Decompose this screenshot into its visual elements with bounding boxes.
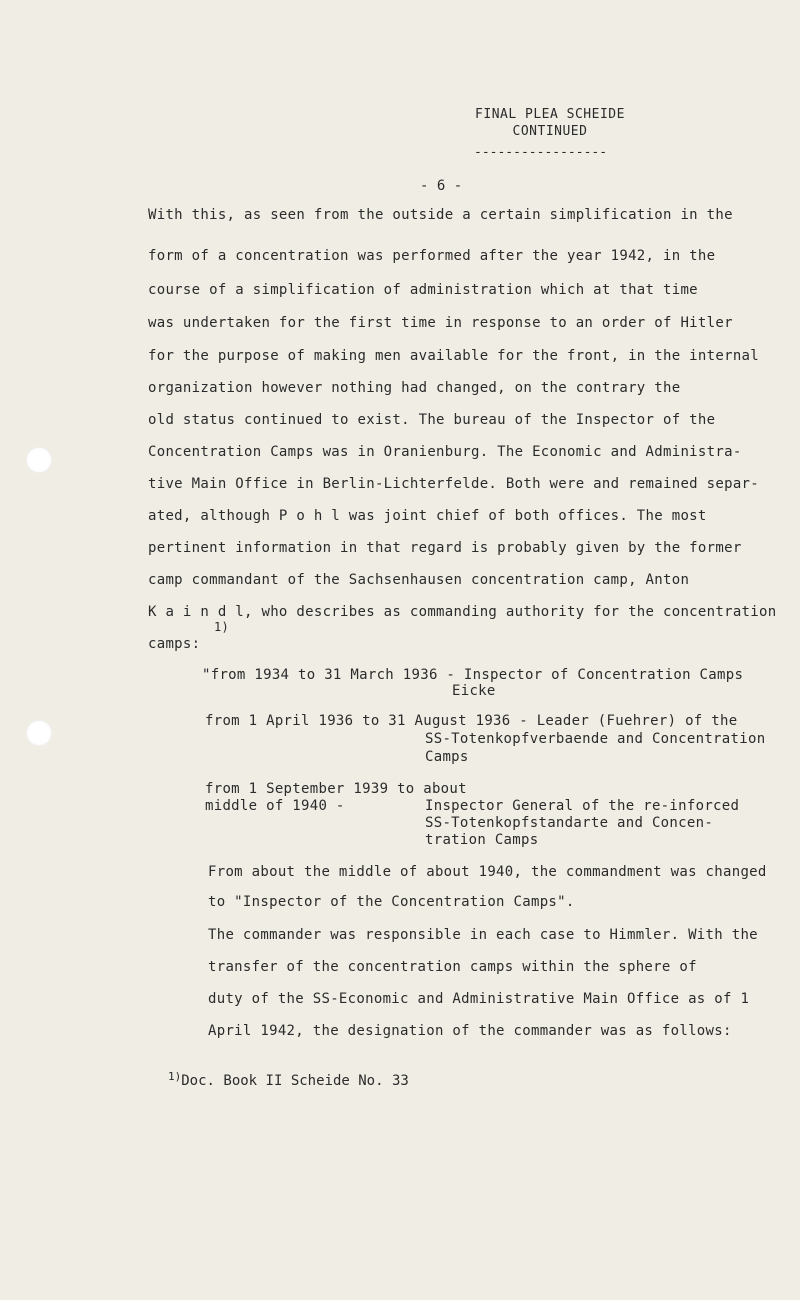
text-line: transfer of the concentration camps within the sphere of [208,959,697,975]
quote-line: Inspector General of the re-inforced [425,798,740,814]
text-line: camp commandant of the Sachsenhausen concentration camp, Anton [148,572,690,588]
text-line: for the purpose of making men available for the front, in the internal [148,348,760,364]
header-rule: ----------------- [474,145,608,160]
footnote-marker: 1) [168,1070,182,1083]
footnote-reference: 1) [214,620,230,634]
punch-hole [26,720,52,746]
text-line: old status continued to exist. The bureau of the Inspector of the [148,412,716,428]
quote-line: Camps [425,749,469,765]
text-line: ated, although P o h l was joint chief of both offices. The most [148,508,707,524]
header-title: FINAL PLEA SCHEIDE [475,107,625,122]
text-line: was undertaken for the first time in response to an order of Hitler [148,315,733,331]
text-line: Concentration Camps was in Oranienburg. The Economic and Administra- [148,444,742,460]
footnote [168,1070,409,1089]
text-line: course of a simplification of administration which at that time [148,282,698,298]
quote-line: tration Camps [425,832,539,848]
text-line: pertinent information in that regard is probably given by the former [148,540,742,556]
text-line: K a i n d l, who describes as commanding authority for the concentration [148,604,777,620]
text-line: The commander was responsible in each case to Himmler. With the [208,927,758,943]
text-line: April 1942, the designation of the commander was as follows: [208,1023,732,1039]
quote-line: from 1 September 1939 to about [205,781,467,797]
punch-hole [26,447,52,473]
text-line: camps: [148,636,201,652]
document-header [470,106,630,160]
text-line: tive Main Office in Berlin-Lichterfelde. Both were and remained separ- [148,476,760,492]
quote-line: SS-Totenkopfstandarte and Concen- [425,815,714,831]
text-line: to "Inspector of the Concentration Camps". [208,894,575,910]
quote-line: SS-Totenkopfverbaende and Concentration [425,731,766,747]
text-line: duty of the SS-Economic and Administrative Main Office as of 1 [208,991,750,1007]
header-subtitle: CONTINUED [512,124,588,139]
text-line: organization however nothing had changed, on the contrary the [148,380,681,396]
text-line: form of a concentration was performed after the year 1942, in the [148,248,716,264]
quote-line: Eicke [452,683,496,699]
quote-line: "from 1934 to 31 March 1936 - Inspector of Concentration Camps [202,667,744,683]
text-line: From about the middle of about 1940, the commandment was changed [208,864,767,880]
text-line: With this, as seen from the outside a certain simplification in the [148,207,733,223]
quote-line: from 1 April 1936 to 31 August 1936 - Leader (Fuehrer) of the [205,713,738,729]
quote-line: middle of 1940 - [205,798,345,814]
page-number: - 6 - [420,178,463,194]
footnote-text: Doc. Book II Scheide No. 33 [181,1073,409,1089]
